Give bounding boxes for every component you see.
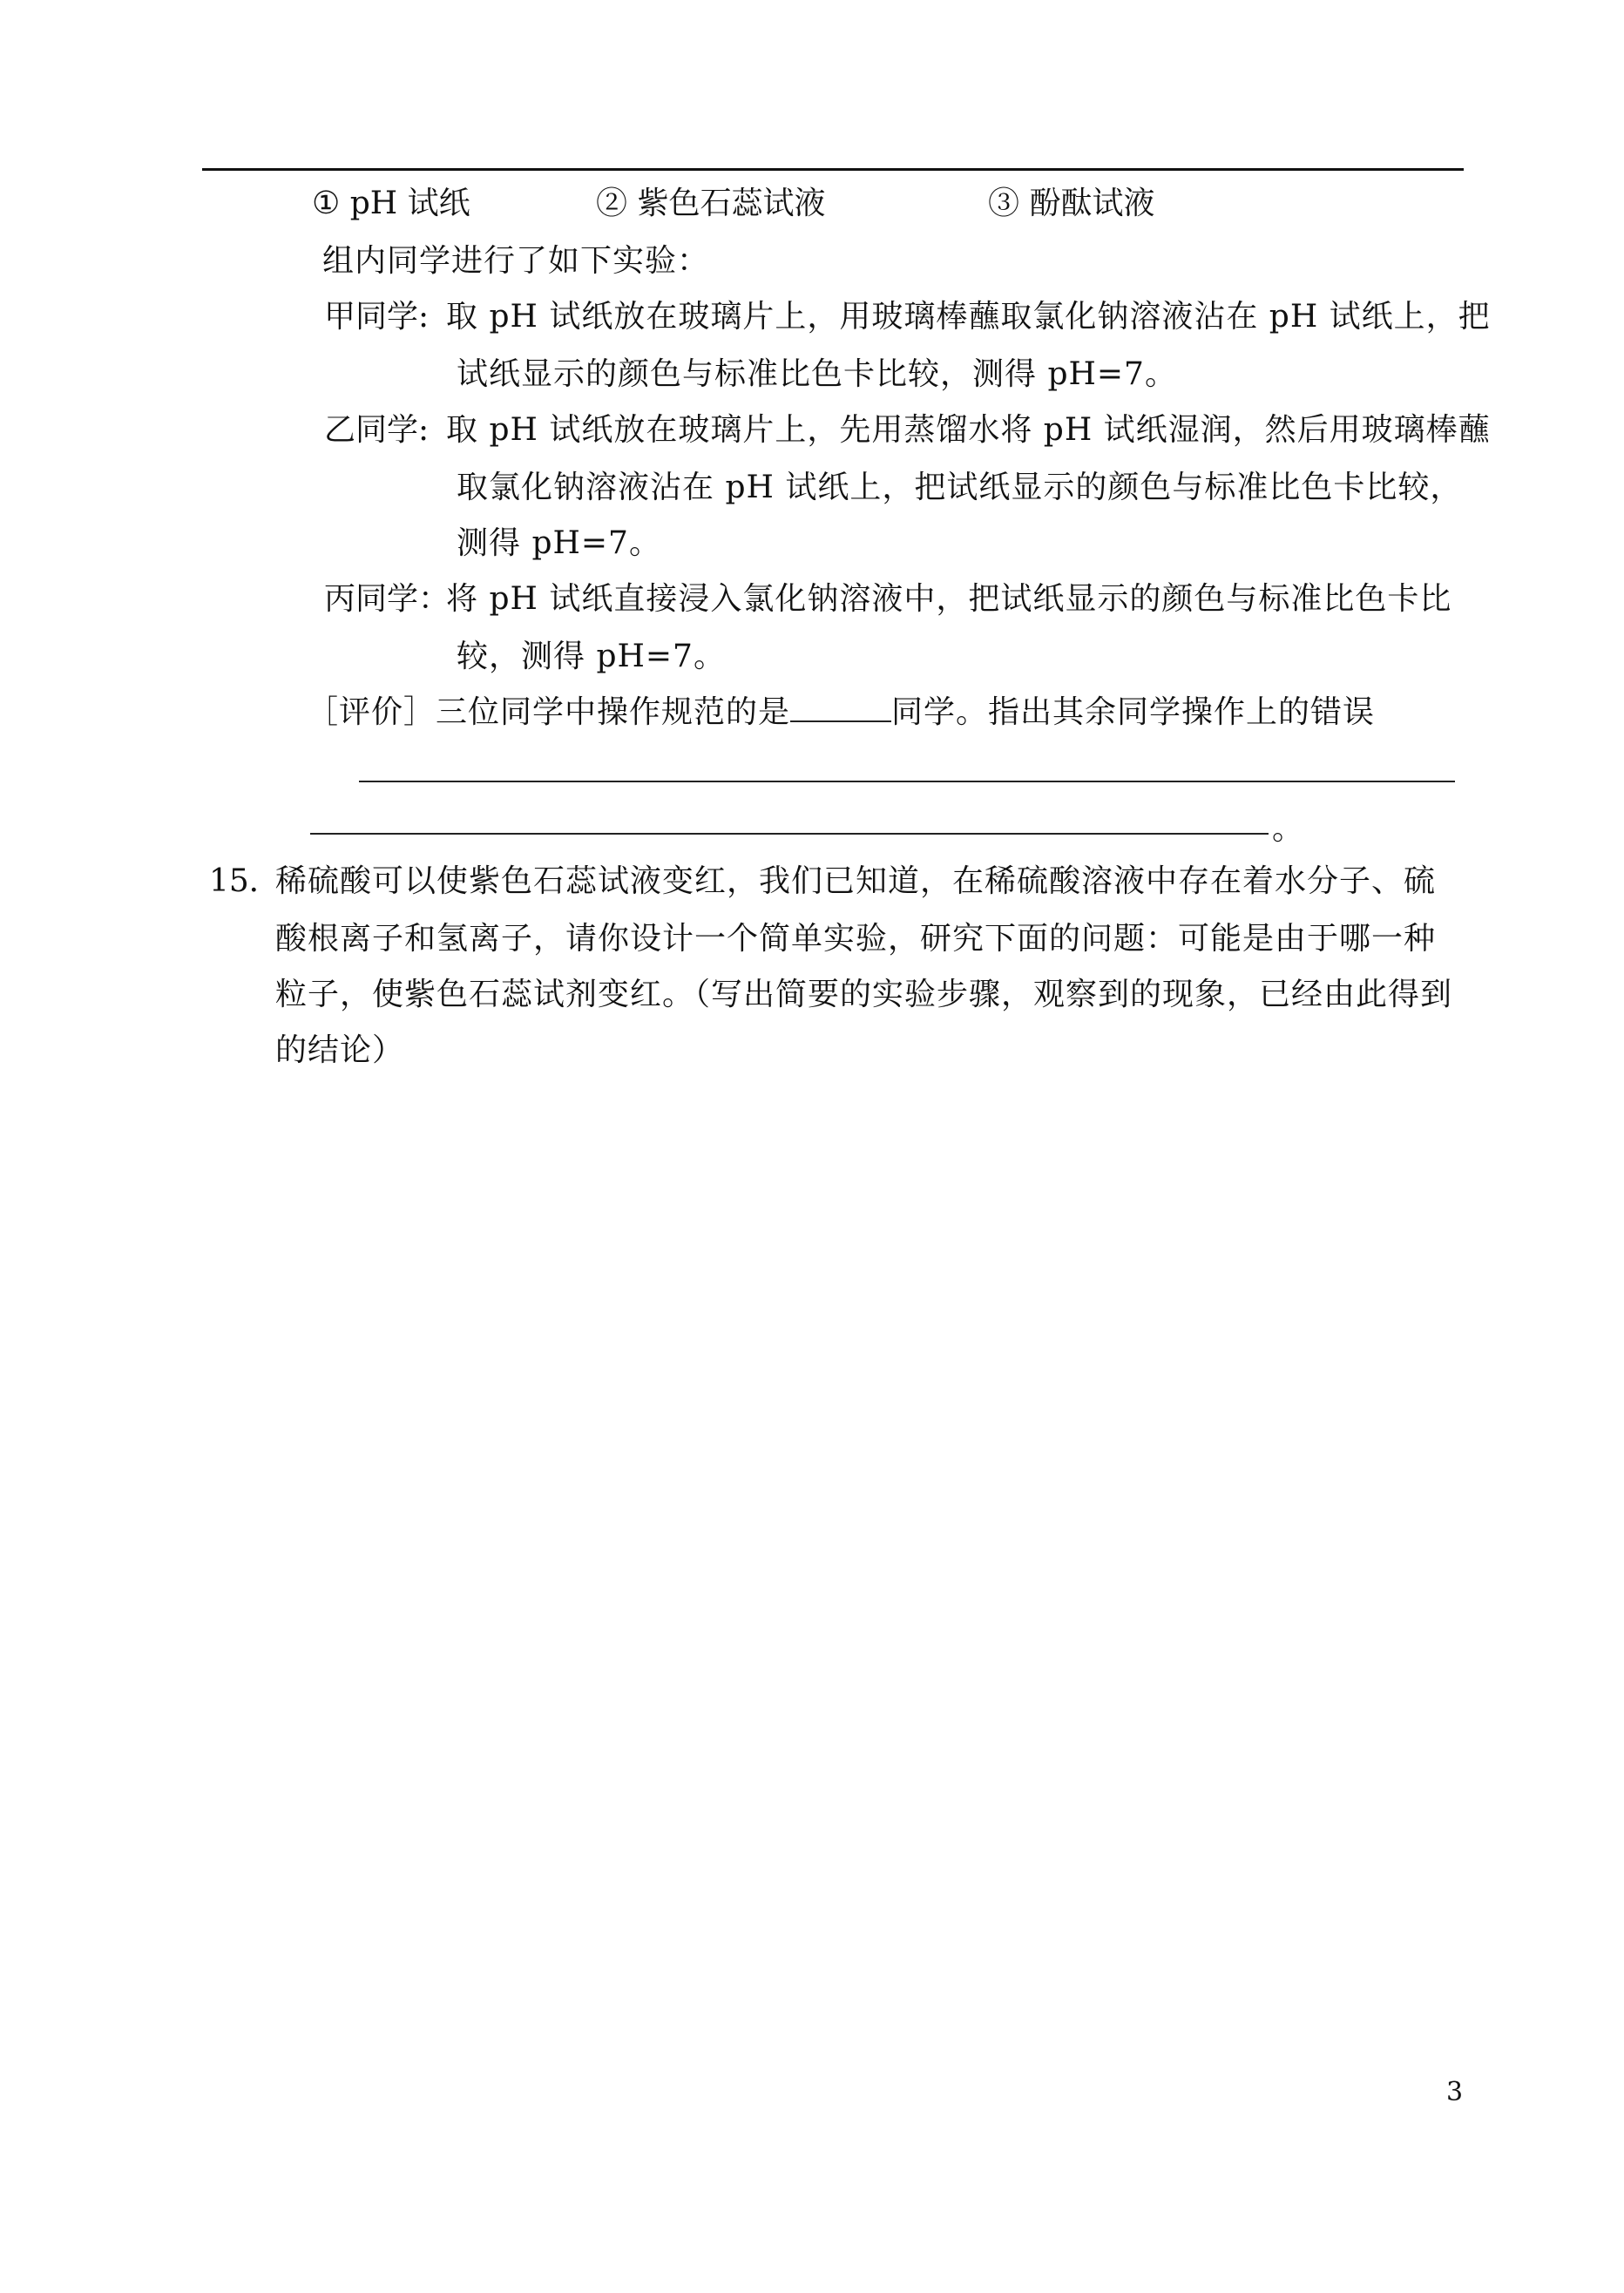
student-yi-label: 乙同学: [324, 412, 430, 448]
answer-blank-line-1[interactable] [359, 781, 1455, 782]
page-number: 3 [1446, 2077, 1464, 2107]
student-jia-line-2: 试纸显示的颜色与标准比色卡比较，测得 pH=7。 [457, 356, 1177, 392]
intro-text: 组内同学进行了如下实验： [322, 243, 710, 279]
evaluation-text-after: 同学。指出其余同学操作上的错误 [891, 694, 1376, 730]
question-15-line-3: 粒子，使紫色石蕊试剂变红。（写出简要的实验步骤，观察到的现象，已经由此得到 [275, 977, 1453, 1012]
option-phenolphthalein: ③ 酚酞试液 [988, 186, 1155, 221]
option-litmus: ② 紫色石蕊试液 [596, 186, 826, 221]
student-yi-line-2: 取氯化钠溶液沾在 pH 试纸上，把试纸显示的颜色与标准比色卡比较， [457, 470, 1463, 505]
question-15-line-2: 酸根离子和氢离子，请你设计一个简单实验，研究下面的问题：可能是由于哪一种 [275, 921, 1437, 957]
student-yi-line-3: 测得 pH=7。 [457, 525, 661, 561]
evaluation-end-mark: 。 [1272, 811, 1305, 847]
student-jia-line-1: 取 pH 试纸放在玻璃片上，用玻璃棒蘸取氯化钠溶液沾在 pH 试纸上，把 [446, 299, 1491, 335]
header-rule [202, 168, 1464, 171]
student-bing-label: 丙同学： [324, 581, 450, 617]
student-jia-label: 甲同学: [324, 299, 430, 335]
student-bing-line-1: 将 pH 试纸直接浸入氯化钠溶液中，把试纸显示的颜色与标准比色卡比 [446, 581, 1452, 617]
answer-blank-line-2[interactable] [310, 833, 1269, 835]
evaluation-line [307, 692, 1375, 734]
question-15-number: 15． [209, 863, 281, 899]
question-15-line-1: 稀硫酸可以使紫色石蕊试液变红，我们已知道，在稀硫酸溶液中存在着水分子、硫 [275, 863, 1437, 899]
option-ph-paper: ① pH 试纸 [312, 186, 470, 221]
evaluation-text-before: ［评价］三位同学中操作规范的是 [307, 694, 791, 730]
student-yi-line-1: 取 pH 试纸放在玻璃片上，先用蒸馏水将 pH 试纸湿润，然后用玻璃棒蘸 [446, 412, 1491, 448]
student-bing-line-2: 较，测得 pH=7。 [457, 639, 726, 674]
question-15-line-4: 的结论） [275, 1032, 405, 1068]
answer-blank-student[interactable] [790, 694, 891, 722]
